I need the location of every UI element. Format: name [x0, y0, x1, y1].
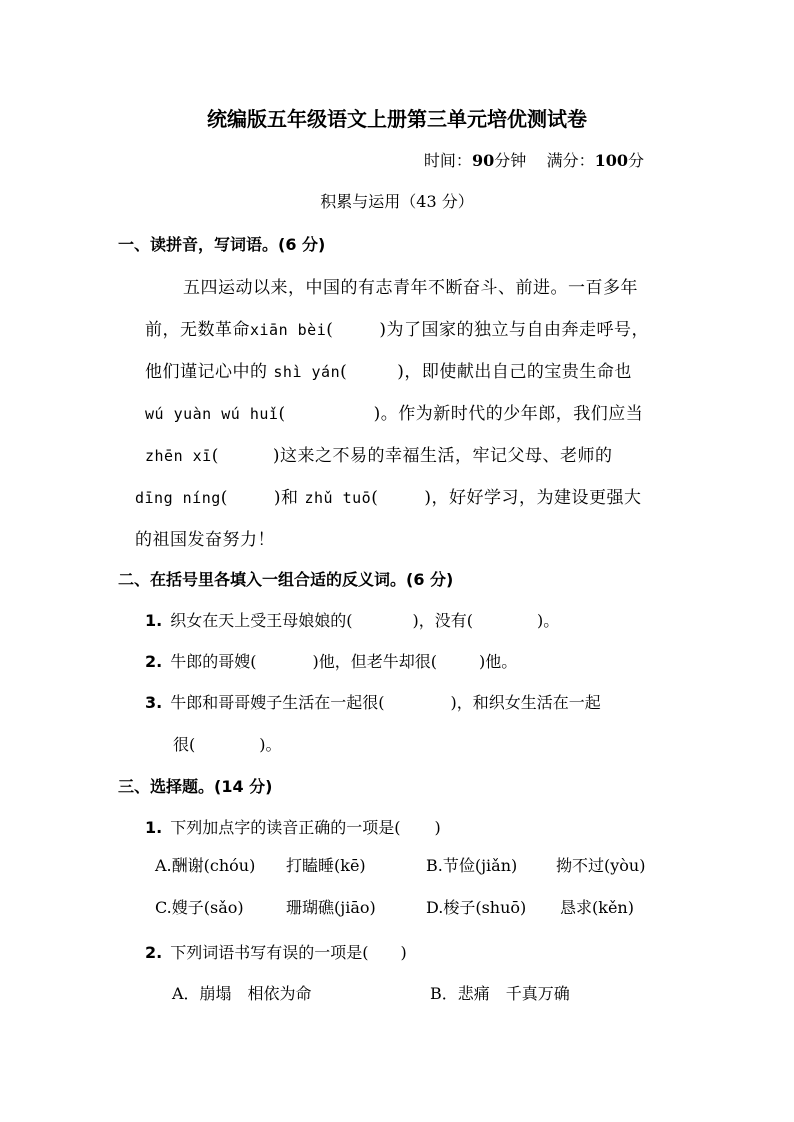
section-3-heading: 三、选择题。(14 分) — [118, 777, 273, 796]
sec1-line-5-end: )这来之不易的幸福生活，牢记父母、老师的 — [272, 446, 613, 466]
option-c[interactable]: C.嫂子(sǎo) — [155, 898, 244, 917]
sec3-question-2 — [145, 940, 407, 963]
time-value: 90 — [471, 151, 495, 170]
sec3-question-1 — [145, 815, 441, 838]
section-1-heading: 一、读拼音，写词语。(6 分) — [118, 235, 326, 254]
score-value: 100 — [594, 151, 628, 170]
option-b-word-2: 拗不过(yòu) — [556, 856, 646, 875]
pinyin-dingning: dīng níng — [135, 489, 221, 507]
q-text: 牛郎和哥哥嫂子生活在一起很( — [170, 693, 385, 712]
sec1-line-3: 他们谨记心中的 shì yán( )，即使献出自己的宝贵生命也 — [145, 362, 632, 382]
sec2-question-1 — [145, 608, 559, 631]
pinyin-xianbei: xiān bèi — [250, 321, 327, 339]
sec1-line-3-text: 他们谨记心中的 — [145, 362, 268, 382]
sec1-line-2: 前，无数革命xiān bèi( )为了国家的独立与自由奔走呼号， — [145, 320, 650, 340]
q-text: 织女在天上受王母娘娘的( — [170, 611, 353, 630]
option-a-word-2: 打瞌睡(kē) — [286, 856, 366, 875]
option-c-word-2: 珊瑚礁(jiāo) — [286, 898, 376, 917]
sec1-line-7: 的祖国发奋努力！ — [135, 530, 275, 550]
option-d[interactable]: D.梭子(shuō) — [426, 898, 527, 917]
q-text: 牛郎的哥嫂( — [170, 652, 257, 671]
q-text: )他，但老牛却很( — [312, 652, 437, 671]
sec1-line-6-mid: )和 — [273, 488, 299, 508]
q-text: ) — [400, 943, 407, 962]
sec1-line-2-text: 前，无数革命 — [145, 320, 250, 340]
option-b[interactable]: B.节俭(jiǎn) — [426, 856, 518, 875]
sec1-line-5: zhēn xī( )这来之不易的幸福生活，牢记父母、老师的 — [145, 446, 613, 466]
time-unit: 分钟 — [494, 151, 527, 170]
sec1-line-3-end: )，即使献出自己的宝贵生命也 — [397, 362, 632, 382]
question-number: 3. — [145, 693, 163, 712]
sec1-line-6-end: )，好好学习，为建设更强大 — [424, 488, 642, 508]
sec1-line-1: 五四运动以来，中国的有志青年不断奋斗、前进。一百多年 — [183, 278, 638, 298]
section-2-heading: 二、在括号里各填入一组合适的反义词。(6 分) — [118, 570, 454, 589]
sec1-line-4: wú yuàn wú huǐ( )。作为新时代的少年郎，我们应当 — [145, 404, 644, 424]
option-a[interactable]: A.酬谢(chóu) — [155, 856, 256, 875]
question-number: 1. — [145, 818, 163, 837]
exam-meta — [424, 148, 644, 171]
pinyin-shiyan: shì yán — [273, 363, 341, 381]
q-text: )他。 — [478, 652, 518, 671]
sec1-line-4-end: )。作为新时代的少年郎，我们应当 — [373, 404, 644, 424]
pinyin-wuyuanwuhui: wú yuàn wú huǐ — [145, 405, 279, 423]
q-text: )，没有( — [412, 611, 473, 630]
q-text: )。 — [259, 735, 282, 754]
option-d-word-2: 恳求(kěn) — [560, 898, 634, 917]
question-number: 2. — [145, 943, 163, 962]
option-2a[interactable]: A．崩塌 相依为命 — [172, 984, 312, 1003]
score-unit: 分 — [627, 151, 644, 170]
part-title: 积累与运用（43 分） — [320, 192, 474, 211]
pinyin-zhutuo: zhǔ tuō — [304, 489, 372, 507]
pinyin-zhenxi: zhēn xī — [145, 447, 212, 465]
q-text: 很( — [173, 735, 196, 754]
q-text: )。 — [536, 611, 560, 630]
option-2b[interactable]: B．悲痛 千真万确 — [430, 984, 570, 1003]
sec2-question-3 — [145, 690, 601, 713]
question-number: 1. — [145, 611, 163, 630]
question-number: 2. — [145, 652, 163, 671]
time-label: 时间： — [423, 151, 472, 170]
exam-title: 统编版五年级语文上册第三单元培优测试卷 — [207, 107, 587, 131]
q-text: ) — [434, 818, 441, 837]
q-text: )，和织女生活在一起 — [450, 693, 601, 712]
sec2-question-2 — [145, 649, 517, 672]
sec2-question-3-cont — [173, 732, 282, 755]
sec1-line-2-end: )为了国家的独立与自由奔走呼号， — [379, 320, 650, 340]
q-text: 下列词语书写有误的一项是( — [170, 943, 369, 962]
score-label: 满分： — [546, 151, 595, 170]
sec1-line-6: dīng níng( )和 zhǔ tuō( )，好好学习，为建设更强大 — [135, 488, 642, 508]
q-text: 下列加点字的读音正确的一项是( — [170, 818, 401, 837]
